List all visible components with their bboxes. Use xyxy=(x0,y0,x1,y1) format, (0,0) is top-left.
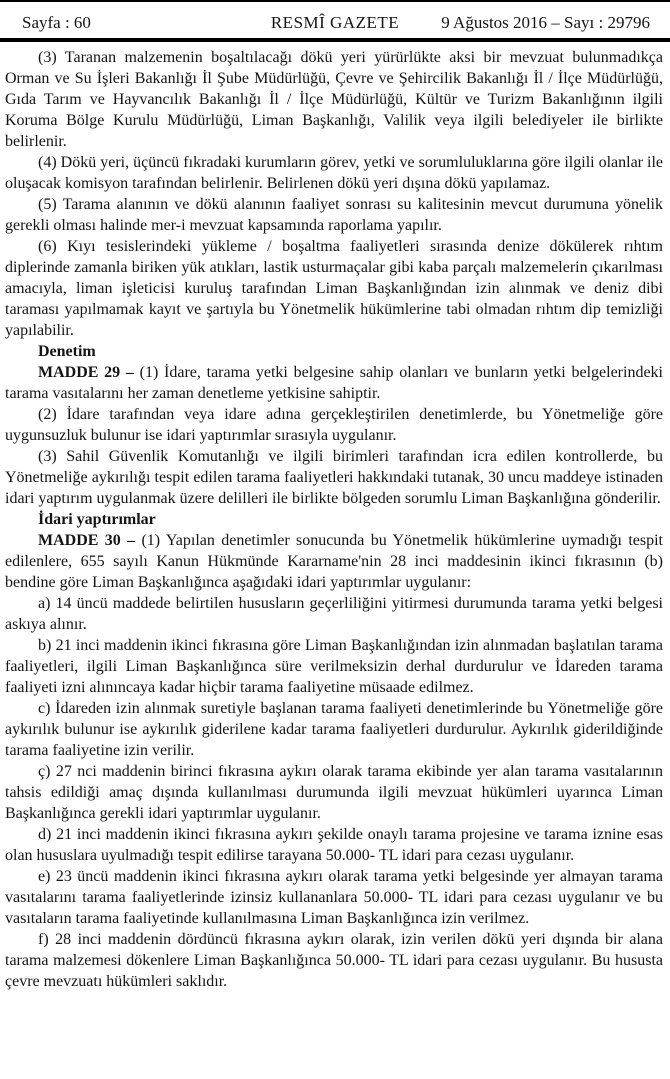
para-4: (4) Dökü yeri, üçüncü fıkradaki kurumların görev, yetki ve sorumluluklarına göre ilgili olanlar ile oluşacak komisyon tarafından belirlenir. Belirlenen dökü yeri dışına dökü yapılamaz. xyxy=(5,154,663,192)
para-5: (5) Tarama alanının ve dökü alanının faaliyet sonrası su kalitesinin mevcut durumuna yönelik gerekli olması halinde mer-i mevzuat kapsamında raporlama yapılır. xyxy=(5,196,663,234)
section-heading-denetim: Denetim xyxy=(38,343,96,360)
section-heading-idari-yaptirimlar: İdari yaptırımlar xyxy=(38,511,156,528)
madde-30-item-f: f) 28 inci maddenin dördüncü fıkrasına aykırı olarak, izin verilen dökü yeri dışında bir alana tarama malzemesi dökenlere Liman Başkanlığınca 50.000- TL idari para cezası uygulanır. Bu hususta çevre mevzuatı hükümleri saklıdır. xyxy=(5,931,663,990)
madde-29-para-2: (2) İdare tarafından veya idare adına gerçekleştirilen denetimlerde, bu Yönetmeliğe göre uygunsuzluk bulunur ise idari yaptırımlar sırasıyla uygulanır. xyxy=(5,406,663,444)
madde-29-text: (1) İdare, tarama yetki belgesine sahip olanları ve bunların yetki belgelerindeki tarama vasıtalarını her zaman denetleme yetkisine sahiptir. xyxy=(5,364,663,402)
madde-30 xyxy=(5,530,663,593)
madde-30-item-d: d) 21 inci maddenin ikinci fıkrasına aykırı şekilde onaylı tarama projesine ve tarama iznine esas olan hususlara uyulmadığı tespit edilirse tarayana 50.000- TL idari para cezası uygulanır. xyxy=(5,826,663,864)
issue-date-label: 9 Ağustos 2016 – Sayı : 29796 xyxy=(441,13,650,32)
para-6: (6) Kıyı tesislerindeki yükleme / boşaltma faaliyetleri sırasında denize dökülerek rıhtım diplerinde zamanla biriken yük atıkları, lastik usturmaçalar gibi kaba parçalı malzemelerin çıkarılması amacıyla, liman işleticisi kuruluş tarafından Liman Başkanlığından izin alınmak ve deniz dibi taraması yapılmamak kayıt ve şartıyla bu Yönetmelik hükümlerine tabi olmadan rıhtım dip temizliği yapılabilir. xyxy=(5,238,663,339)
madde-29-para-3: (3) Sahil Güvenlik Komutanlığı ve ilgili birimleri tarafından icra edilen kontrollerde, bu Yönetmeliğe aykırılığı tespit edilen tarama faaliyetleri hakkındaki tutanak, 30 uncu maddeye istinaden idari yaptırım uygulanmak üzere delilleri ile birlikte bölgeden sorumlu Liman Başkanlığına gönderilir. xyxy=(5,448,663,507)
madde-30-label: MADDE 30 – xyxy=(38,532,142,549)
madde-30-item-e: e) 23 üncü maddenin ikinci fıkrasına aykırı olarak tarama yetki belgesinde yer almayan tarama vasıtalarını tarama faaliyetlerinde izinsiz kullananlara 50.000- TL idari para cezası uygulanır ve bu vasıtaların tarama faaliyetinde kullanılmasına Liman Başkanlığınca izin verilmez. xyxy=(5,868,663,927)
gazette-title: RESMÎ GAZETE xyxy=(270,13,400,32)
madde-30-item-a: a) 14 üncü maddede belirtilen hususların geçerliliğini yitirmesi durumunda tarama yetki belgesi askıya alınır. xyxy=(5,595,663,633)
madde-29-label: MADDE 29 – xyxy=(38,364,140,381)
gazette-header xyxy=(0,2,670,36)
madde-30-item-c: c) İdareden izin alınmak suretiyle başlanan tarama faaliyeti denetimlerinde bu Yönetmeliğe göre aykırılık bulunur ise aykırılık giderilene kadar tarama faaliyetleri durdurulur. Aykırılık giderildiğinde tarama faaliyetine izin verilir. xyxy=(5,700,663,759)
para-3: (3) Taranan malzemenin boşaltılacağı dökü yeri yürürlükte aksi bir mevzuat bulunmadıkça Orman ve Su İşleri Bakanlığı İl Şube Müdürlüğü, Çevre ve Şehircilik Bakanlığı İl / İlçe Müdürlüğü, Gıda Tarım ve Hayvancılık Bakanlığı İl / İlçe Müdürlüğü, Kültür ve Turizm Bakanlığının ilgili Koruma Bölge Kurulu Müdürlüğü, Liman Başkanlığı, Valilik veya ilgili belediyeler ile birlikte belirlenir. xyxy=(5,49,663,150)
madde-30-text: (1) Yapılan denetimler sonucunda bu Yönetmelik hükümlerine uymadığı tespit edilenlere, 655 sayılı Kanun Hükmünde Kararname'nin 28 inci maddesinin ikinci fıkrasının (b) bendine göre Liman Başkanlığınca aşağıdaki idari yaptırımlar uygulanır: xyxy=(5,532,664,591)
madde-29 xyxy=(5,362,663,404)
document-body xyxy=(0,42,670,992)
madde-30-item-cc: ç) 27 nci maddenin birinci fıkrasına aykırı olarak tarama ekibinde yer alan tarama vasıtalarının tahsis edildiği amaç dışında kullanılması durumunda ilgili mevzuat hükümleri uyarınca Liman Başkanlığınca gerekli idari yaptırımlar uygulanır. xyxy=(5,763,663,822)
madde-30-item-b: b) 21 inci maddenin ikinci fıkrasına göre Liman Başkanlığından izin alınmadan başlatılan tarama faaliyetleri, ilgili Liman Başkanlığınca süre verilmeksizin derhal durdurulur ve İdareden tarama faaliyeti izni alınıncaya kadar hiçbir tarama faaliyetine müsaade edilmez. xyxy=(5,637,663,696)
page-number-label: Sayfa : 60 xyxy=(22,13,91,32)
